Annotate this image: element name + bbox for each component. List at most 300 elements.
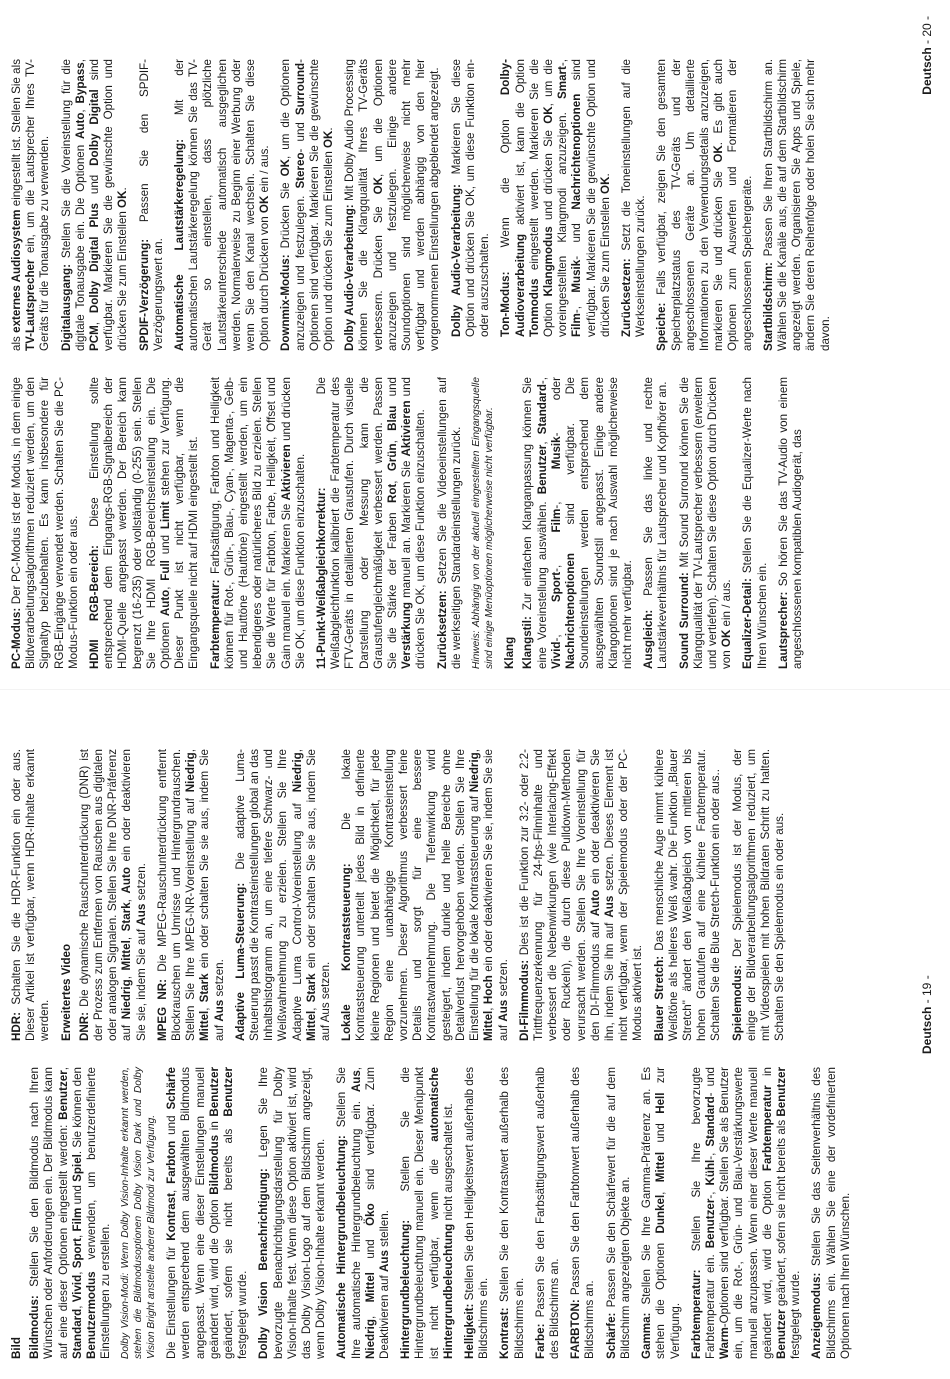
bold-term: Dolby Digital	[88, 89, 102, 166]
text-run: -,	[556, 59, 570, 67]
text-run: Der PC-Modus ist der Modus, in dem einige Bildverarbeitungsalgorithmen reduziert werden, um den Signaltyp beizubehalten. Es kann insbesondere für RGB-Eingänge verwendet werden. Schalten Sie die PC-Modus-Funktion ein oder aus.	[10, 377, 80, 669]
text-run: ein, um die Lautsprecher Ihres TV-Geräts für die Tonausgabe zu verwenden.	[24, 59, 52, 351]
body-paragraph	[762, 59, 833, 351]
bold-term: Vivid	[70, 1274, 84, 1303]
text-run: .	[116, 187, 130, 191]
bold-term: Automatische Hintergrundbeleuchtung:	[335, 1135, 349, 1359]
bold-term: Niedrig	[363, 1319, 377, 1359]
text-run: setzen.	[134, 863, 148, 904]
body-paragraph	[690, 1067, 804, 1359]
footer-language: Deutsch	[920, 47, 934, 95]
bold-term: Benutzer	[56, 1070, 70, 1120]
text-run: Passen Sie den Farbsättigungswert außerhalb des Bildschirms an.	[533, 1067, 562, 1359]
bold-term: PCM	[88, 325, 102, 351]
bold-term: Aus	[496, 999, 510, 1022]
bold-term: Stereo	[293, 152, 307, 189]
text-run: geändert, sofern sie nicht bereits als	[222, 1116, 236, 1359]
text-run: Die Einstellungen für	[165, 1240, 179, 1359]
bold-term: Musik	[549, 436, 563, 470]
text-run: Die Weißabgleichfunktion kalibriert die Farbtemperatur des FTV-Geräts in detaillierten Graustufen. Durch visuelle Darstellung oder Messung kann die Graustufengleichmäßigkeit verbessert werden. Passen Sie die Stärke der Farben	[315, 377, 400, 669]
bold-term: Film	[570, 313, 584, 337]
body-paragraph	[10, 377, 81, 669]
bold-term: Dolby Vision Benachrichtigung:	[257, 1168, 271, 1359]
bold-term: Niedrig	[184, 752, 198, 793]
body-paragraph	[257, 1067, 328, 1359]
bold-term: Startbildschirm:	[761, 262, 775, 351]
text-run: So hören Sie das TV-Audio von einem angeschlossenen kompatiblen Audiogerät, das	[776, 377, 804, 669]
bold-term: Farbton	[165, 1140, 179, 1184]
bold-term: Zurücksetzen:	[435, 590, 449, 669]
bold-term: FARBTON:	[569, 1299, 583, 1359]
text-run: Die MPEG-Rauschunterdrückung entfernt Blockrauschen um Umrisse und Hintergrundrauschen. Stellen Sie Ihre MPEG-NR-Voreinstellung auf	[155, 748, 198, 1041]
bold-term: Film	[70, 1207, 84, 1232]
text-run: -Optionen sind verfügbar. Markieren Sie die gewünschte Option und drücken Sie zum Einstellen	[293, 59, 336, 351]
body-paragraph	[463, 1067, 491, 1359]
body-paragraph	[335, 1067, 392, 1359]
body-paragraph	[10, 749, 53, 1041]
body-paragraph	[399, 1067, 456, 1359]
bold-term: Musik	[570, 259, 584, 293]
bold-term: Klangmodus	[541, 226, 555, 297]
bold-term: automatische Hintergrundbeleuchtung	[427, 1067, 455, 1359]
bold-term: Gamma:	[640, 1312, 654, 1359]
text-run: Erweitertes Video	[59, 943, 73, 1041]
bold-term: Tonmodus	[527, 278, 541, 337]
bold-term: OK	[116, 190, 130, 208]
left-page-column-1	[10, 1067, 860, 1359]
text-run: ,	[120, 931, 134, 941]
bold-term: Schärfe:	[604, 1312, 618, 1359]
text-run: setzen.	[496, 959, 510, 1000]
text-run: Stellen Sie das Seitenverhältnis des Bildschirms ein. Wählen Sie eine der vordefinierten Optionen nach Ihren Wünschen.	[810, 1067, 852, 1359]
body-paragraph	[741, 377, 769, 669]
body-paragraph	[640, 1067, 683, 1359]
bold-term: OK	[541, 106, 555, 124]
bold-term: Auto	[159, 589, 173, 617]
text-run: - oder	[549, 377, 563, 437]
bold-term: Benutzer	[703, 1198, 717, 1249]
text-run: ,	[386, 430, 400, 444]
bold-term: Benutzer	[535, 444, 549, 495]
body-paragraph	[78, 749, 149, 1041]
sub-option-paragraph	[450, 59, 493, 351]
text-run: Schalten Sie die HDR-Funktion ein oder aus. Dieser Artikel ist verfügbar, wenn HDR-Inhalte erkannt werden.	[10, 749, 52, 1041]
text-run: und	[654, 1113, 668, 1152]
page-20	[0, 0, 950, 689]
body-paragraph	[60, 59, 131, 351]
text-run: aktiviert ist, kann die Option	[513, 59, 527, 234]
bold-term: Auto	[73, 112, 87, 139]
text-run: Passen Sie den SPDIF-Verzögerungswert an.	[137, 59, 165, 351]
sub-option-paragraph	[620, 59, 648, 351]
text-run: in	[207, 1116, 221, 1135]
text-run: sind verfügbar. Zum Deaktivieren auf	[363, 1067, 392, 1359]
text-run: ,	[184, 749, 198, 753]
text-run: stellen.	[378, 1210, 392, 1251]
text-run: eingestellt werden. Markieren Sie die Option	[527, 59, 555, 337]
body-paragraph	[642, 377, 670, 669]
text-run: manuell an. Markieren Sie	[400, 456, 414, 602]
bold-term: OK	[720, 629, 734, 648]
bold-term: Spielemodus:	[730, 964, 744, 1041]
bold-term: Ausgleich:	[642, 609, 656, 669]
text-run: ein oder schalten Sie sie aus, indem Sie auf Aus setzen.	[304, 749, 333, 1041]
body-paragraph	[521, 377, 635, 669]
bold-term: OK	[279, 158, 293, 177]
bold-term: SPDIF-Verzögerung:	[137, 238, 151, 351]
bold-term: Stark	[198, 973, 212, 1003]
bold-term: Kontrast:	[498, 1307, 512, 1359]
text-run: in	[760, 1067, 774, 1086]
bold-term: Lautsprecher:	[776, 591, 790, 669]
bold-term: Adaptive Luma-Steuerung:	[233, 882, 247, 1041]
text-run: Markieren Sie diese Option und drücken Sie OK, um diese Funktion ein- oder auszuschalten.	[449, 59, 492, 337]
bold-term: Niedrig	[290, 752, 304, 793]
text-run: ein oder deaktivieren Sie sie, indem Sie sie auf	[482, 749, 510, 1041]
bold-term: TV-Lautsprecher	[24, 259, 38, 351]
text-run: .	[322, 127, 336, 131]
bold-term: Aus	[212, 999, 226, 1022]
text-run: Der Spielemodus ist der Modus, der einige der Bildverarbeitungsalgorithmen reduziert, um mit Videospielen mit hohen Bildraten Schritt zu halten. Schalten Sie den Spielemodus ein oder aus.	[730, 749, 787, 1041]
text-run: zur Verfügung.	[654, 1066, 682, 1359]
bold-term: Speiche:	[655, 302, 669, 351]
bold-term: Surround	[293, 62, 307, 116]
text-run: Passen Sie den Farbtonwert außerhalb des Bildschirms an.	[569, 1067, 597, 1359]
text-run: Stellen Sie Ihre automatische Hintergrundbeleuchtung ein.	[335, 1067, 363, 1359]
text-run: Die lokale Kontraststeuerung unterteilt jedes Bild in definierte kleine Regionen und bietet die Möglichkeit, für jede Region eine unabhängige Kontrasteinstellung vorzunehmen. Dieser Algorithmus verbessert feine Details und sorgt für eine bessere Kontrastwahrnehmung. Die Tiefenwirkung wird gesteigert, indem dunkle und helle Bereiche ohne Detailverlust hervorgehoben werden. Stellen Sie Ihre Einstellung für die lokale Kontraststeuerung auf	[340, 749, 482, 1041]
bold-term: Sport	[70, 1238, 84, 1269]
body-paragraph	[777, 377, 805, 669]
text-run: und	[165, 1109, 179, 1141]
bold-term: Anzeigemodus:	[810, 1272, 824, 1359]
text-run: ,	[88, 313, 102, 326]
text-run: ,	[159, 580, 173, 590]
bold-term: Niedrig	[468, 752, 482, 793]
bold-term: OK	[371, 176, 385, 195]
text-run: -,	[703, 1146, 717, 1160]
bold-term: HDR:	[10, 1012, 23, 1041]
text-run: -,	[535, 377, 549, 385]
bold-term: Klangstil:	[521, 616, 535, 669]
body-paragraph	[498, 1067, 526, 1359]
body-paragraph	[279, 59, 336, 351]
text-run: ,	[349, 1067, 363, 1071]
text-run: Setzt die Toneinstellungen auf die Werkseinstellungen zurück.	[619, 59, 648, 337]
body-paragraph	[138, 59, 166, 351]
text-run: verwenden, um benutzerdefinierte Einstellungen zu erstellen.	[85, 1067, 113, 1359]
bold-term: Benutzermodus	[85, 1271, 99, 1359]
text-run: ,	[120, 970, 134, 980]
bold-term: Blau	[386, 405, 400, 431]
bold-term: HDMI RGB-Bereich:	[88, 545, 102, 669]
body-paragraph	[436, 377, 464, 669]
bold-term: Sound Surround:	[677, 572, 691, 669]
text-run: setzen. Dieses Element ist nicht verfügbar, wenn der Spielemodus oder der PC-Modus aktiviert ist.	[602, 749, 645, 1041]
bold-term: Full	[159, 560, 173, 581]
body-paragraph	[343, 59, 442, 351]
text-run: . Sie können den	[70, 1067, 84, 1155]
body-paragraph	[10, 59, 53, 351]
text-run: - und	[570, 209, 584, 260]
text-run: Stellen Sie den Bildmodus nach Ihren Wünschen oder Anforderungen ein. Der Bildmodus kann auf eine dieser Optionen eingestellt werden:	[28, 1067, 70, 1359]
text-run: ,	[70, 1268, 84, 1275]
bold-term: Bildmodus	[207, 1134, 221, 1195]
text-run: ,	[482, 1004, 496, 1011]
text-run: geändert, sofern sie nicht bereits als	[774, 1116, 788, 1310]
bold-term: Mittel	[363, 1272, 377, 1303]
text-run: . Es gibt auch Optionen zum Auswerfen und Formatieren der angeschlossenen Speichergeräte.	[712, 59, 754, 351]
text-run: Stellen Sie die Voreinstellung für die digitale Tonausgabe ein. Die Optionen	[59, 59, 87, 351]
bold-term: Stark	[120, 902, 134, 932]
body-paragraph	[165, 1067, 250, 1359]
text-run: -Optionen sind verfügbar. Stellen Sie als Benutzer ein, um die Rot-, Grün- und Blau-Verstärkungswerte manuell anzupassen. Wenn einer dieser Werte manuell geändert wird, wird die Option	[718, 1067, 774, 1359]
bold-term: Standard	[70, 1308, 84, 1359]
text-run: Passen Sie Ihren Startbildschirm an. Wählen Sie die Kanäle aus, die auf dem Startbildschirm angezeigt werden. Organisieren Sie Apps und Spiele, ändern Sie deren Reihenfolge oder holen Sie sich mehr davon.	[761, 59, 832, 351]
text-run: Falls verfügbar, zeigen Sie den gesamten Speicherplatzstatus des TV-Geräts und der angeschlossenen Geräte an. Um detaillierte Informationen zu den Verwendungsdetails anzuzeigen, markieren Sie und drücken Sie	[655, 59, 726, 351]
bold-term: Aus	[602, 895, 616, 918]
text-run: Stellen Sie Ihre Gamma-Präferenz an. Es stehen die Optionen	[640, 1067, 668, 1359]
body-paragraph	[605, 1067, 633, 1359]
text-run: ,	[56, 1067, 70, 1071]
bold-term: Aus	[349, 1070, 363, 1093]
section-heading: Bild	[10, 1337, 23, 1359]
text-run: -,	[549, 602, 563, 642]
body-paragraph	[678, 377, 735, 669]
footer-page-number: - 19 -	[920, 975, 934, 1007]
text-run: ein / aus.	[258, 145, 272, 196]
body-paragraph	[653, 749, 724, 1041]
body-paragraph	[810, 1067, 853, 1359]
text-run: und	[363, 1225, 377, 1273]
text-run: ein oder deaktivieren Sie ihn, indem Sie ihn auf	[588, 749, 616, 1041]
text-run: Stellen Sie den Kontrastwert außerhalb des Bildschirms ein.	[498, 1067, 526, 1359]
text-run: sind verfügbar. Markieren Sie die gewünschte Option und drücken Sie zum Einstellen	[88, 59, 130, 351]
body-paragraph	[315, 377, 429, 669]
text-run: -,	[703, 1185, 717, 1199]
text-run: setzen.	[212, 959, 226, 1000]
text-run: sind verfügbar. Markieren Sie die gewünschte Option und drücken Sie zum Einstellen	[570, 59, 612, 337]
bold-term: Benutzer	[774, 1309, 788, 1359]
body-paragraph	[234, 749, 333, 1041]
text-run: ,	[290, 749, 304, 753]
text-run: Diese Einstellung sollte entsprechend dem Eingangs-RGB-Signalbereich der HDMI-Quelle angepasst werden. Der Bereich kann begrenzt (16-235) oder vollständig (0-255) sein. Stellen Sie Ihre HDMI RGB-Bereichseinstellung ein. Die Optionen	[88, 377, 173, 669]
text-run: Legen Sie Ihre bevorzugte Benachrichtigungsdarstellung für Dolby Vision-Inhalte fest. Wenn diese Option aktiviert ist, wird das Dolby Vision-Logo auf dem Bildschirm angezeigt, wenn Dolby Vision-Inhalte erkannt werden.	[257, 1066, 328, 1359]
text-run: Drücken Sie	[279, 176, 293, 255]
text-run: und	[88, 165, 102, 204]
bold-term: Farbtemperatur:	[689, 1269, 703, 1359]
text-run: Mit Dolby Audio Processing können Sie die Klangqualität Ihres TV-Geräts verbessern. Drücken Sie	[343, 59, 385, 351]
text-run: sind verfügbar. Die Soundeinstellungen werden entsprechend dem ausgewählten Soundstil angepasst. Einige andere Klangoptionen sind je nach Auswahl möglicherweise nicht mehr verfügbar.	[564, 377, 634, 669]
note-paragraph	[471, 377, 496, 669]
body-paragraph	[655, 59, 754, 351]
bold-term: Farbtemperatur:	[208, 579, 222, 669]
text-run: Stellen Sie Ihre bevorzugte Farbtemperatur ein.	[689, 1067, 717, 1359]
text-run: Dolby Vision-Modi: Wenn Dolby Vision-Inhalte erkannt werden, stehen die Bildmodusoptionen Dolby Vision Dark und Dolby Vision Bright anstelle anderer Bildmodi zur Verfügung.	[120, 1067, 157, 1359]
text-run: Stellen Sie die Equalizer-Werte nach Ihren Wünschen ein.	[741, 377, 769, 669]
text-run: ,	[468, 749, 482, 753]
bold-term: Mittel	[304, 1010, 318, 1041]
bold-term: Aktivieren	[279, 444, 293, 501]
bold-term: Bildmodus:	[28, 1295, 42, 1359]
text-run: Mit Sound Surround können Sie die Klangqualität der TV-Lautsprecher verbessern (erweitern und vertiefen). Schalten Sie diese Option durch Drücken von	[677, 376, 734, 669]
text-run: .	[598, 173, 612, 177]
bold-term: Nachrichtenoptionen	[564, 553, 578, 669]
bold-term: Standard	[703, 1096, 717, 1147]
text-run: -,	[570, 292, 584, 314]
text-run: Stellen Sie die Hintergrundbeleuchtung manuell ein. Dieser Menüpunkt ist nicht verfügbar, wenn die	[399, 1067, 441, 1359]
text-run: ,	[73, 103, 87, 113]
bold-term: Benutzer	[774, 1067, 788, 1117]
bold-term: Smart	[556, 66, 570, 99]
bold-term: Dolby Digital Plus	[88, 203, 102, 314]
bold-term: Dolby Audio-Verarbeitung:	[449, 184, 463, 337]
body-paragraph	[156, 749, 227, 1041]
bold-term: Dunkel	[654, 1194, 668, 1234]
text-run: Farbsättigung, Farbton und Helligkeit können für Rot-, Grün-, Blau-, Cyan-, Magenta-, Gelb- und Hauttöne (Hauttöne) eingestellt werden, um ein lebendigeres oder natürlicheres Bild zu erzielen. Stellen Sie die Werte für Farbton, Farbe, Helligkeit, Offset und Gain manuell ein. Markieren Sie	[208, 377, 293, 669]
text-run: Passen Sie den Schärfewert für die auf dem Bildschirm angezeigten Objekte an.	[604, 1067, 632, 1359]
bold-term: Mittel	[482, 1010, 496, 1041]
text-run: Mit der automatischen Lautstärkeregelung können Sie das TV-Gerät so einstellen, dass plötzliche Lautstärkeunterschiede automatisch ausgeglichen werden. Normalerweise zu Beginn einer Werbung oder wenn Sie den Kanal wechseln. Schalten Sie diese Option durch Drücken von	[173, 58, 272, 351]
text-run: werden entsprechend dem ausgewählten Bildmodus angepasst. Wenn eine dieser Einstellungen manuell geändert wird, wird die Option	[179, 1067, 221, 1359]
bold-term: Digitalausgang:	[59, 264, 73, 351]
bold-term: Schärfe	[165, 1067, 179, 1110]
bold-term: Öko	[363, 1203, 377, 1226]
body-paragraph	[209, 377, 308, 669]
bold-term: Mittel	[120, 940, 134, 971]
page-gutter	[0, 689, 950, 690]
text-run: -,	[549, 469, 563, 509]
text-run: festgelegt wurde.	[236, 1270, 250, 1359]
text-run: Das menschliche Auge nimmt kühlere Weißtöne als helleres Weiß wahr. Die Funktion „Blauer Stretch" ändert den Weißabgleich von mittleren bis hohen Grautufen auf eine kühlere Farbtemperatur. Schalten Sie die Blue Stretch-Funktion ein oder aus..	[652, 749, 723, 1041]
bold-term: Ton-Modus:	[499, 271, 513, 337]
text-run: ,	[198, 1002, 212, 1011]
text-run: Zur einfachen Klanganpassung können Sie eine Voreinstellung auswählen.	[521, 377, 549, 669]
text-run: nicht ausgeschaltet ist.	[441, 1103, 455, 1224]
text-run: ,	[70, 1231, 84, 1238]
text-run: stehen zur Verfügung. Dieser Punkt ist nicht verfügbar, wenn die Eingangsquelle nicht auf HDMI eingestellt ist.	[159, 377, 201, 669]
text-run: Passen Sie das linke und rechte Lautstärkeverhältnis für Lautsprecher und Kopfhörer an.	[642, 377, 670, 669]
text-run: ,	[304, 1002, 318, 1011]
bold-term: Standard	[535, 384, 549, 435]
page-footer-20	[920, 16, 934, 95]
text-run: ,	[535, 434, 549, 445]
bold-term: OK	[712, 145, 726, 163]
bold-term: DI-Filmmodus:	[517, 959, 531, 1041]
bold-term: externes Audiosystem	[10, 209, 23, 333]
bold-term: Automatische Lautstärkeregelung:	[173, 138, 187, 351]
bold-term: Kontrast	[165, 1193, 179, 1241]
text-run: ,	[73, 59, 87, 63]
footer-page-number: - 20 -	[920, 16, 934, 48]
text-run: ,	[120, 893, 134, 903]
bold-term: Auto	[120, 867, 134, 894]
bold-term: Aus	[378, 1250, 392, 1272]
bold-term: Hintergrundbeleuchtung:	[399, 1219, 413, 1359]
text-run: und	[159, 529, 173, 561]
text-run: ,	[363, 1302, 377, 1320]
sub-option-paragraph	[499, 59, 613, 351]
text-run: , um die voreingestellten Klangmodi anzuzeigen.	[541, 59, 570, 337]
bold-term: Farbtemperatur	[760, 1085, 774, 1172]
right-page-column-2	[10, 59, 840, 351]
left-page-column-2	[10, 749, 794, 1041]
bold-term: Niedrig	[120, 979, 134, 1020]
bold-term: Hoch	[482, 975, 496, 1005]
text-run: eingestellt ist. Stellen Sie als	[10, 59, 23, 210]
text-run: ,	[654, 1182, 668, 1195]
bold-term: Kühl	[703, 1159, 717, 1186]
bold-term: MPEG NR:	[155, 978, 169, 1041]
text-run: festgelegt wurde.	[789, 1270, 803, 1359]
text-run: ein oder schalten Sie sie aus, indem Sie auf	[198, 749, 226, 1041]
text-run: Die dynamische Rauschunterdrückung (DNR) ist der Prozess zum Entfernen von Rauschen aus digitalen oder analogen Signalen. Stellen Sie Ihre DNR-Präferenz auf	[77, 749, 134, 1041]
bold-term: Rot	[386, 483, 400, 504]
bold-term: Mittel	[198, 1010, 212, 1041]
bold-term: Sport	[549, 571, 563, 603]
bold-term: Hell	[654, 1092, 668, 1114]
section-heading	[503, 377, 517, 669]
bold-term: Auto	[588, 889, 602, 917]
right-page-column-1	[10, 377, 812, 669]
bold-term: Benutzer	[207, 1067, 221, 1117]
bold-term: Bypass	[73, 62, 87, 104]
body-paragraph	[731, 749, 788, 1041]
page-19	[0, 690, 950, 1379]
text-run: Die adaptive Luma-Steuerung passt die Kontrasteinstellungen global an das Inhaltshistogramm an, um eine tiefere Schwarz- und Weißwahrnehmung zu erzielen. Stellen Sie Ihre Adaptive Luma Control-Voreinstellung auf	[233, 748, 304, 1041]
section-heading	[60, 749, 74, 1041]
bold-term: Mittel	[654, 1151, 668, 1183]
bold-term: OK	[598, 176, 612, 194]
text-run: und drücken Sie OK, um diese Funktion einzuschalten.	[279, 377, 307, 669]
bold-term: Lokale Kontraststeuerung:	[340, 863, 354, 1041]
bold-term: Nachrichtenoptionen	[570, 93, 584, 210]
bold-term: Aktivieren	[400, 400, 414, 457]
bold-term: Verstärkung	[400, 601, 414, 669]
bold-term: Grün	[386, 443, 400, 472]
bold-term: Downmix-Modus:	[279, 254, 293, 351]
bold-term: Spiel	[70, 1154, 84, 1182]
text-run: , um die Optionen anzuzeigen und festzulegen.	[279, 59, 307, 351]
note-paragraph	[120, 1067, 158, 1359]
text-run: ,	[70, 1302, 84, 1309]
bold-term: Farbe:	[533, 1323, 547, 1359]
bold-term: Zurücksetzen:	[619, 258, 633, 337]
body-paragraph	[534, 1067, 562, 1359]
text-run: und drücken Sie OK, um diese Funktion einzuschalten.	[400, 377, 428, 669]
bold-term: Benutzer	[222, 1067, 236, 1117]
bold-term: Limit	[159, 501, 173, 530]
text-run: Setzen Sie die Videoeinstellungen auf die werkseitigen Standardeinstellungen zurück.	[435, 377, 463, 669]
text-run: ein oder deaktivieren Sie sie, indem Sie auf	[120, 749, 148, 1041]
body-paragraph	[88, 377, 202, 669]
bold-term: Film	[549, 508, 563, 533]
body-paragraph	[569, 1067, 597, 1359]
text-run: Hinweis: Abhängig von der aktuell eingestellten Eingangsquelle sind einige Menüoptionen möglicherweise nicht verfügbar.	[471, 377, 495, 669]
body-paragraph	[173, 59, 272, 351]
bold-term: OK	[322, 130, 336, 148]
bold-term: Warm	[718, 1327, 732, 1359]
text-run: und	[70, 1181, 84, 1208]
text-run: Klang	[503, 636, 517, 669]
body-paragraph	[28, 1067, 113, 1359]
bold-term: Blauer Stretch:	[652, 955, 666, 1041]
body-paragraph	[340, 749, 510, 1041]
text-run: Wenn die Option	[499, 95, 513, 272]
body-paragraph	[518, 749, 646, 1041]
text-run: , um die Optionen anzuzeigen und festzulegen. Einige andere Soundoptionen sind möglicherweise nicht mehr verfügbar und werden abhängig von den hier vorgenommenen Einstellungen abgeblendet angezeigt.	[371, 59, 442, 351]
text-run: - und	[293, 115, 307, 153]
footer-language: Deutsch	[920, 1006, 934, 1054]
